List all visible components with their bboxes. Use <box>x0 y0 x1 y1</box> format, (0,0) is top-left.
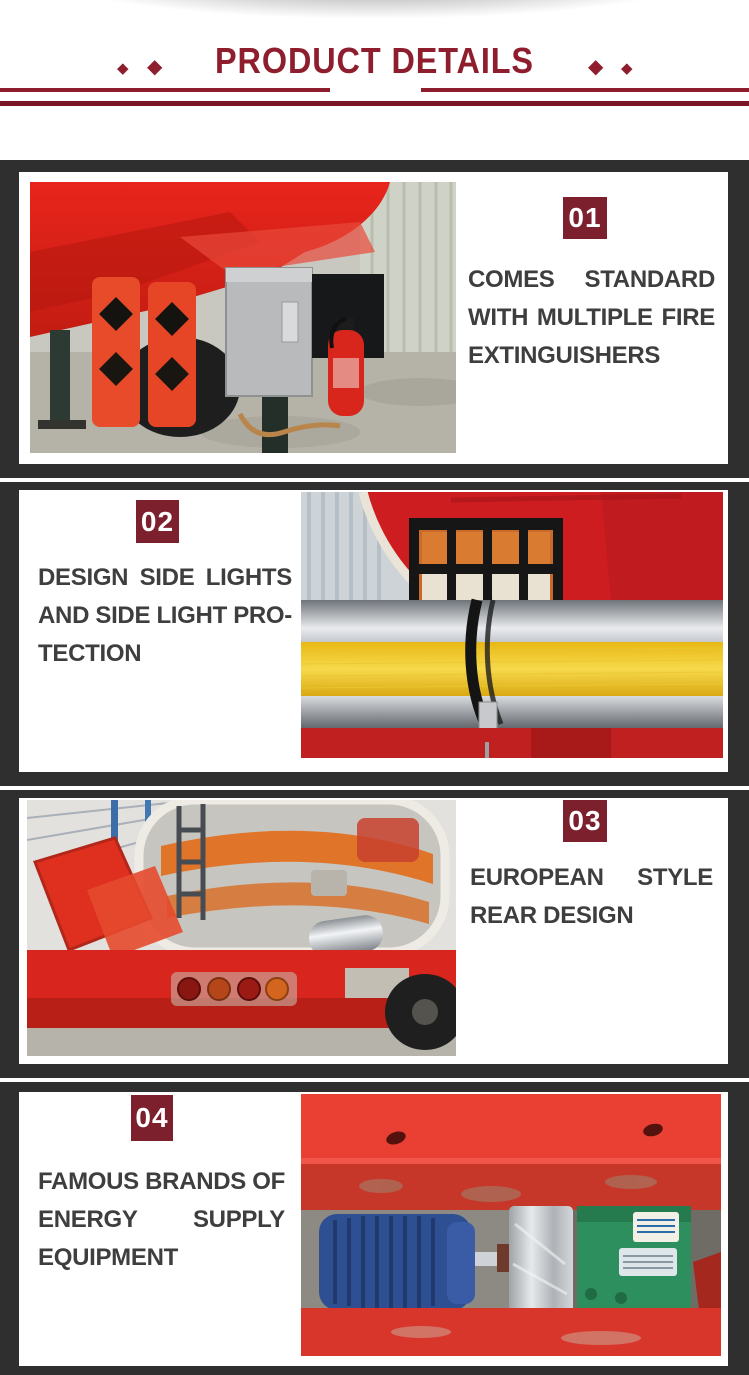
description-line: DESIGN SIDE LIGHTS <box>38 564 292 591</box>
description-line: REAR DESIGN <box>470 902 634 929</box>
section-number: 04 <box>135 1102 169 1133</box>
description-line: TECTION <box>38 640 142 667</box>
description-line: EXTINGUISHERS <box>468 342 661 369</box>
diamond-icon: ◆ <box>588 56 604 78</box>
section-description <box>38 1163 285 1277</box>
section-number-badge <box>563 197 607 239</box>
section-number-badge <box>563 800 607 842</box>
description-line: AND SIDE LIGHT PRO- <box>38 602 292 629</box>
diamond-icon: ◆ <box>621 60 633 77</box>
diamond-icon: ◆ <box>147 56 163 78</box>
side-light-and-protection-photo <box>301 492 723 758</box>
divider-line-right <box>421 88 749 92</box>
description-line: EUROPEAN STYLE <box>470 864 713 891</box>
section-number: 02 <box>140 505 175 537</box>
divider-line-left <box>0 88 330 92</box>
divider-line-full <box>0 101 749 106</box>
energy-supply-equipment-photo <box>301 1094 721 1356</box>
description-line: WITH MULTIPLE FIRE <box>468 304 715 331</box>
top-shadow-gradient <box>0 0 749 40</box>
section-number: 03 <box>568 805 602 836</box>
description-line: ENERGY SUPPLY <box>38 1206 285 1233</box>
description-line: COMES STANDARD <box>468 266 715 293</box>
section-description <box>38 559 292 673</box>
description-line: EQUIPMENT <box>38 1244 178 1271</box>
page-title: PRODUCT DETAILS <box>215 40 534 81</box>
section-description <box>470 859 713 935</box>
fire-extinguishers-under-tanker-photo <box>30 182 456 453</box>
description-line: FAMOUS BRANDS OF <box>38 1168 285 1195</box>
diamond-icon: ◆ <box>117 60 129 77</box>
european-style-rear-photo <box>27 800 456 1056</box>
section-number-badge <box>131 1095 173 1141</box>
section-number-badge <box>136 500 179 543</box>
section-number: 01 <box>568 202 602 233</box>
section-description <box>468 261 715 375</box>
